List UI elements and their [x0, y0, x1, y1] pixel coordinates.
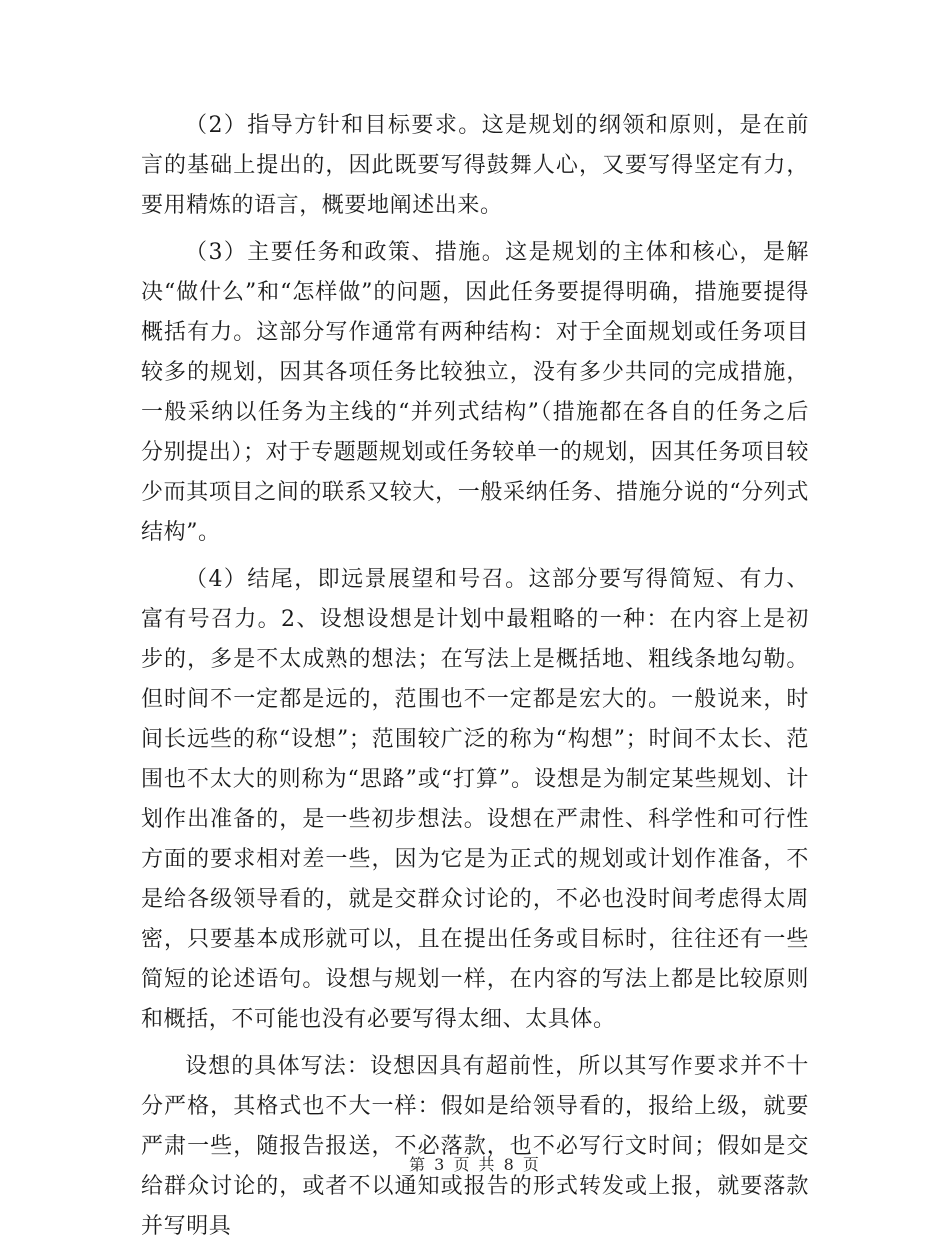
- document-body: [141, 106, 809, 1254]
- paragraph-concept-writing: 设想的具体写法：设想因具有超前性，所以其写作要求并不十分严格，其格式也不大一样：假如是给领导看的，报给上级，就要严肃一些，随报告报送，不必落款，也不必写行文时间；假如是交给群众讨论的，或者不以通知或报告的形式转发或上报，就要落款并写明具: [141, 1054, 809, 1239]
- paragraph-ending-and-concepts: （4）结尾，即远景展望和号召。这部分要写得简短、有力、富有号召力。2、设想设想是计划中最粗略的一种：在内容上是初步的，多是不太成熟的想法；在写法上是概括地、粗线条地勾勒。但时间不一定都是远的，范围也不一定都是宏大的。一般说来，时间长远些的称“设想”；范围较广泛的称为“构想”；时间不太长、范围也不太大的则称为“思路”或“打算”。设想是为制定某些规划、计划作出准备的，是一些初步想法。设想在严肃性、科学性和可行性方面的要求相对差一些，因为它是为正式的规划或计划作准备，不是给各级领导看的，就是交群众讨论的，不必也没时间考虑得太周密，只要基本成形就可以，且在提出任务或目标时，往往还有一些简短的论述语句。设想与规划一样，在内容的写法上都是比较原则和概括，不可能也没有必要写得太细、太具体。: [141, 567, 809, 1032]
- paragraph-guiding-principles: （2）指导方针和目标要求。这是规划的纲领和原则，是在前言的基础上提出的，因此既要写得鼓舞人心，又要写得坚定有力，要用精炼的语言，概要地阐述出来。: [141, 113, 809, 218]
- paragraph-main-tasks: （3）主要任务和政策、措施。这是规划的主体和核心，是解决“做什么”和“怎样做”的问题，因此任务要提得明确，措施要提得概括有力。这部分写作通常有两种结构：对于全面规划或任务项目较多的规划，因其各项任务比较独立，没有多少共同的完成措施，一般采纳以任务为主线的“并列式结构”（措施都在各自的任务之后分别提出）；对于专题题规划或任务较单一的规划，因其任务项目较少而其项目之间的联系又较大，一般采纳任务、措施分说的“分列式结构”。: [141, 240, 809, 545]
- page-number-footer: 第 3 页 共 8 页: [409, 1155, 541, 1174]
